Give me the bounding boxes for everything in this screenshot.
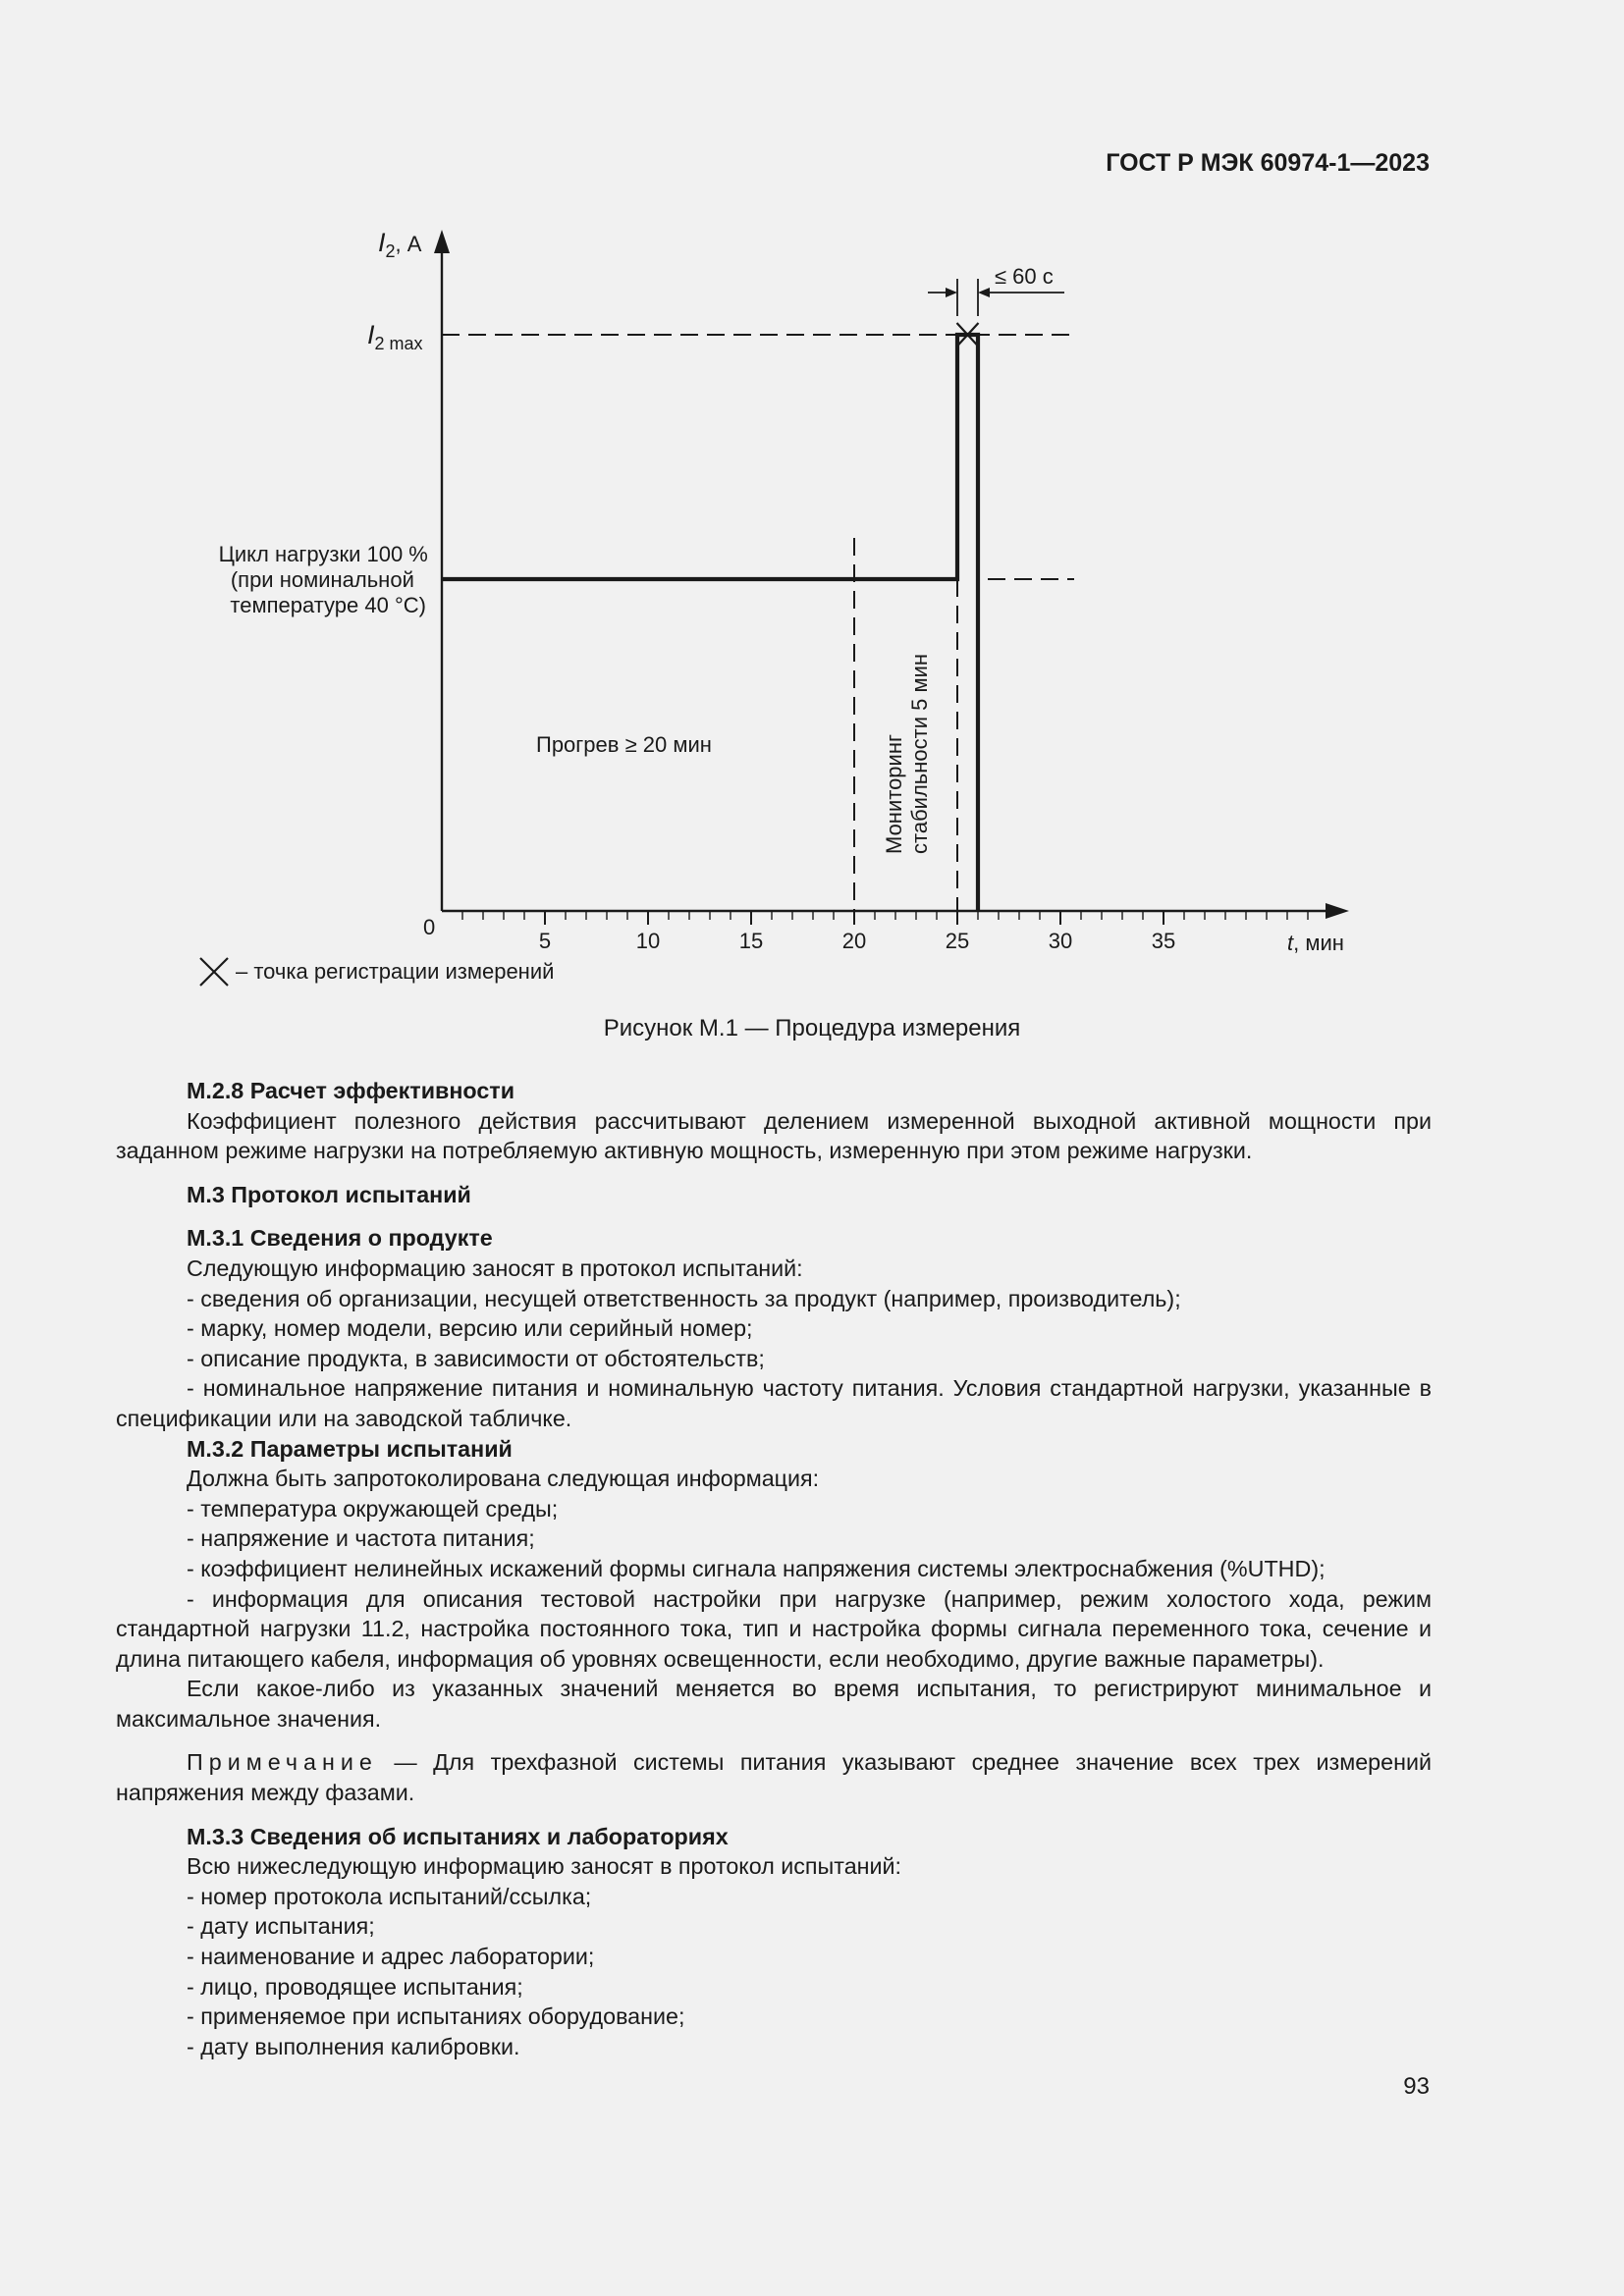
dimension-arrowhead	[978, 288, 990, 297]
x-tick-label: 20	[841, 929, 867, 953]
list-item: - температура окружающей среды;	[187, 1495, 559, 1522]
document-header: ГОСТ Р МЭК 60974-1—2023	[1106, 149, 1430, 177]
x-axis-tick-labels	[539, 929, 1175, 953]
legend-cross-icon	[200, 958, 228, 986]
x-tick-label: 25	[945, 929, 970, 953]
list-item: - информация для описания тестовой настройки при нагрузке (например, режим холостого хода, режим стандартной нагрузки 11.2, настройка постоянного тока, тип и настройка формы сигнала переменного тока, сечение и длина питающего кабеля, информация об уровнях освещенности, если необходимо, другие важные параметры).	[116, 1585, 1432, 1672]
origin-label: 0	[423, 915, 436, 939]
body-text	[116, 1076, 1432, 2061]
x-tick-label: 35	[1151, 929, 1176, 953]
warmup-label: Прогрев ≥ 20 мин	[536, 732, 712, 757]
x-axis-ticks	[462, 911, 1308, 925]
y-max-label: $I_{2 max}$	[367, 320, 423, 353]
y-axis-arrow	[434, 230, 450, 253]
section-m33-intro: Всю нижеследующую информацию заносят в протокол испытаний:	[187, 1853, 902, 1880]
page-number: 93	[1403, 2073, 1430, 2100]
monitoring-label: Мониторинг стабильности 5 мин	[882, 653, 932, 854]
duty-cycle-label: Цикл нагрузки 100 % (при номинальной температуре 40 °C)	[218, 542, 428, 617]
time-limit-label: ≤ 60 с	[995, 264, 1054, 289]
section-m3-title: М.3 Протокол испытаний	[187, 1181, 471, 1207]
section-m33-title: М.3.3 Сведения об испытаниях и лабораториях	[187, 1823, 729, 1849]
figure-caption: Рисунок М.1 — Процедура измерения	[603, 1015, 1021, 1041]
list-item: - марку, номер модели, версию или серийный номер;	[187, 1315, 753, 1342]
list-item: - описание продукта, в зависимости от обстоятельств;	[187, 1345, 765, 1371]
section-m32-after: Если какое-либо из указанных значений меняется во время испытания, то регистрируют минимальное и максимальное значения.	[116, 1676, 1432, 1732]
list-item: - номинальное напряжение питания и номинальную частоту питания. Условия стандартной нагрузки, указанные в спецификации или на заводской табличке.	[116, 1375, 1432, 1431]
list-item: - номер протокола испытаний/ссылка;	[187, 1883, 592, 1909]
x-axis-label: t, мин	[1287, 931, 1344, 955]
note-label: Примечание	[187, 1749, 378, 1776]
list-item: - дату испытания;	[187, 1913, 375, 1940]
list-item: - наименование и адрес лаборатории;	[187, 1944, 595, 1970]
dimension-arrowhead	[946, 288, 957, 297]
note-text: — Для трехфазной системы питания указывают среднее значение всех трех измерений напряжения между фазами.	[116, 1749, 1432, 1806]
section-m28-text: Коэффициент полезного действия рассчитывают делением измеренной выходной активной мощности при заданном режиме нагрузки на потребляемую активную мощность, измеренную при этом режиме нагрузки.	[116, 1107, 1432, 1164]
section-m28-title: М.2.8 Расчет эффективности	[187, 1078, 515, 1103]
measurement-procedure-chart	[0, 0, 1624, 1080]
x-tick-label: 5	[538, 929, 552, 953]
list-item: - лицо, проводящее испытания;	[187, 1973, 523, 2000]
list-item: - напряжение и частота питания;	[187, 1525, 535, 1552]
legend-text: – точка регистрации измерений	[236, 959, 555, 984]
list-item: - применяемое при испытаниях оборудование;	[187, 2003, 685, 2030]
x-axis-arrow	[1326, 903, 1349, 919]
section-m32-intro: Должна быть запротоколирована следующая информация:	[187, 1466, 820, 1492]
section-m31-intro: Следующую информацию заносят в протокол испытаний:	[187, 1255, 803, 1281]
figure-m1	[0, 0, 1624, 1080]
x-tick-label: 10	[635, 929, 661, 953]
note	[116, 1747, 1432, 1807]
x-tick-label: 15	[738, 929, 764, 953]
list-item: - дату выполнения калибровки.	[187, 2033, 520, 2059]
section-m31-title: М.3.1 Сведения о продукте	[187, 1225, 493, 1252]
x-tick-label: 30	[1048, 929, 1073, 953]
list-item: - коэффициент нелинейных искажений формы сигнала напряжения системы электроснабжения (%UTHD);	[187, 1555, 1326, 1581]
list-item: - сведения об организации, несущей ответственность за продукт (например, производитель);	[187, 1285, 1181, 1311]
section-m32-title: М.3.2 Параметры испытаний	[187, 1435, 513, 1462]
y-axis-label: $I_2^{, А}$	[378, 228, 422, 261]
